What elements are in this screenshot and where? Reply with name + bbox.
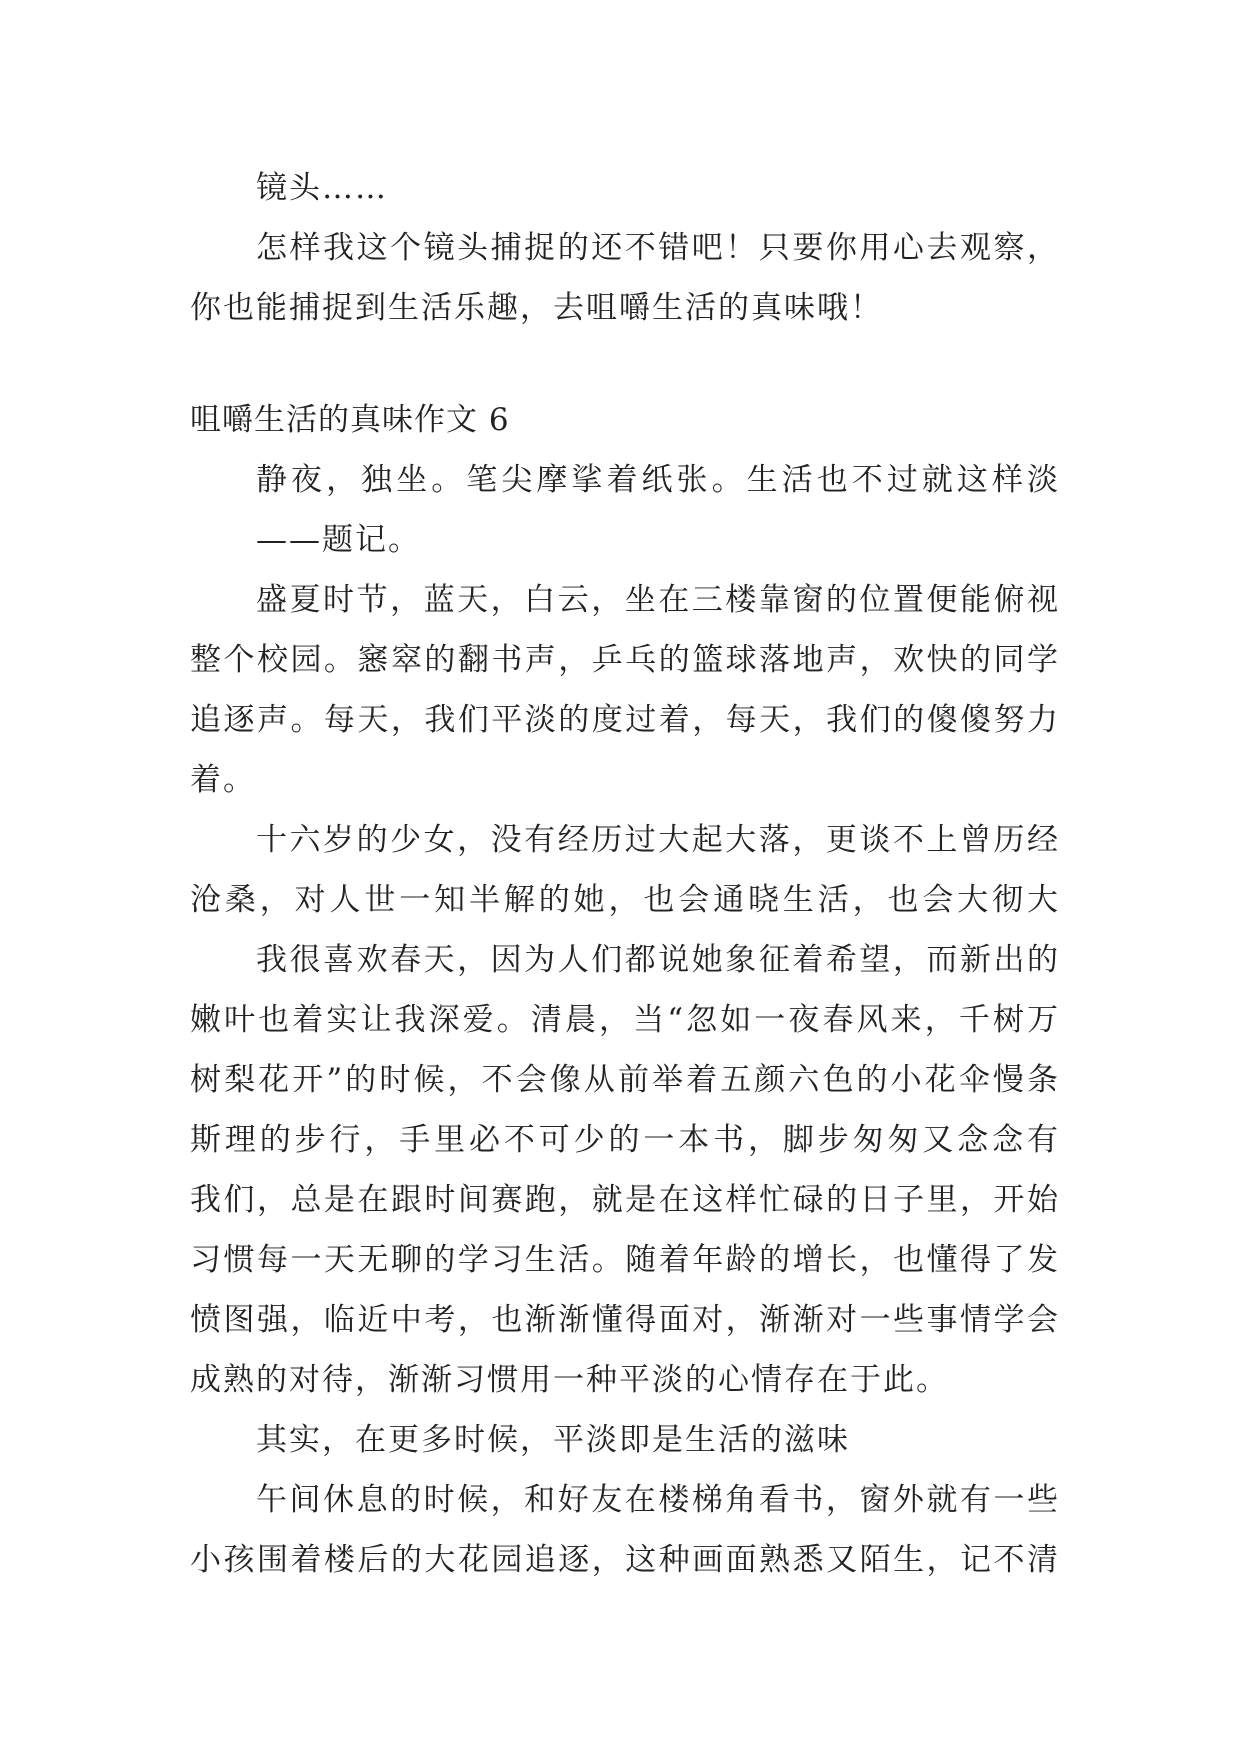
text-line: ——题记。: [256, 522, 421, 558]
text-line: 沧桑，对人世一知半解的她，也会通晓生活，也会大彻大: [190, 882, 1060, 918]
text-line: 你也能捕捉到生活乐趣，去咀嚼生活的真味哦！: [190, 290, 883, 326]
text-line: 习惯每一天无聊的学习生活。随着年龄的增长，也懂得了发: [190, 1242, 1060, 1278]
section-heading: 咀嚼生活的真味作文 6: [190, 402, 510, 438]
text-line: 我们，总是在跟时间赛跑，就是在这样忙碌的日子里，开始: [190, 1182, 1060, 1218]
text-line: 小孩围着楼后的大花园追逐，这种画面熟悉又陌生，记不清: [190, 1542, 1060, 1578]
text-line: 着。: [190, 762, 256, 798]
text-line: 追逐声。每天，我们平淡的度过着，每天，我们的傻傻努力: [190, 702, 1060, 738]
text-line: 十六岁的少女，没有经历过大起大落，更谈不上曾历经: [256, 822, 1060, 858]
text-line: 静夜，独坐。笔尖摩挲着纸张。生活也不过就这样淡: [256, 462, 1060, 498]
text-line: 镜头……: [256, 170, 388, 206]
text-line: 其实，在更多时候，平淡即是生活的滋味: [256, 1422, 850, 1458]
text-line: 午间休息的时候，和好友在楼梯角看书，窗外就有一些: [256, 1482, 1060, 1518]
text-line: 我很喜欢春天，因为人们都说她象征着希望，而新出的: [256, 942, 1060, 978]
text-line: 盛夏时节，蓝天，白云，坐在三楼靠窗的位置便能俯视: [256, 582, 1060, 618]
text-line: 整个校园。窸窣的翻书声，乒乓的篮球落地声，欢快的同学: [190, 642, 1060, 678]
text-line: 树梨花开”的时候，不会像从前举着五颜六色的小花伞慢条: [190, 1062, 1060, 1098]
text-line: 斯理的步行，手里必不可少的一本书，脚步匆匆又念念有: [190, 1122, 1060, 1158]
text-line: 嫩叶也着实让我深爱。清晨，当“忽如一夜春风来，千树万: [190, 1002, 1060, 1038]
text-line: 愤图强，临近中考，也渐渐懂得面对，渐渐对一些事情学会: [190, 1302, 1060, 1338]
text-line: 怎样我这个镜头捕捉的还不错吧！只要你用心去观察，: [256, 230, 1060, 266]
text-line: 成熟的对待，渐渐习惯用一种平淡的心情存在于此。: [190, 1362, 949, 1398]
